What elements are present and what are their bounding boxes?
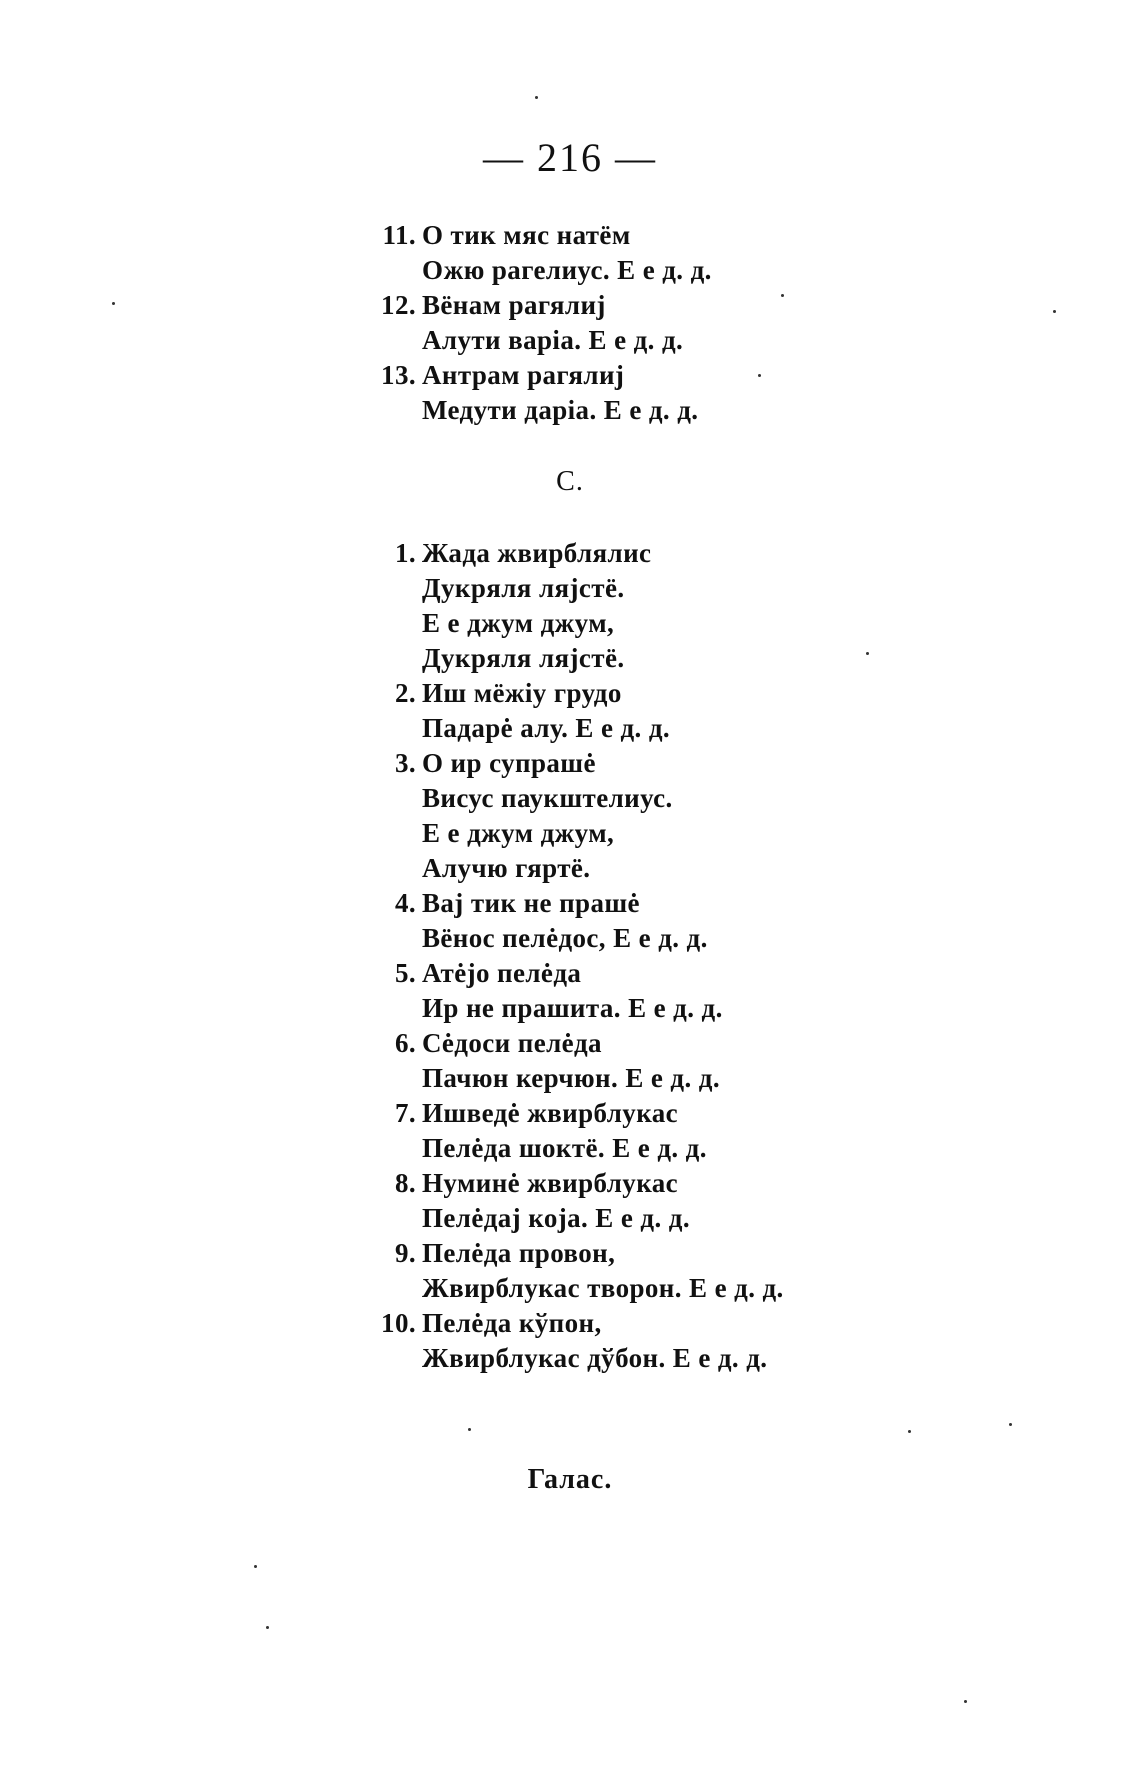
verse-text: Ожю рагелиус. Е е д. д. bbox=[422, 255, 712, 285]
verse-text: Висус паукштелиус. bbox=[422, 783, 673, 813]
verse-text: Сėдоси пелėда bbox=[422, 1028, 602, 1058]
verse-text: Ир не прашита. Е е д. д. bbox=[422, 993, 723, 1023]
verse-line bbox=[360, 991, 784, 1026]
verse-line bbox=[360, 886, 784, 921]
verse-item bbox=[360, 676, 784, 746]
verse-line bbox=[360, 536, 784, 571]
verse-line bbox=[360, 1236, 784, 1271]
verse-line bbox=[360, 1341, 784, 1376]
verse-line bbox=[360, 606, 784, 641]
verse-item bbox=[360, 1166, 784, 1236]
verse-number: 13. bbox=[381, 360, 416, 390]
verse-text: Пелėда кўпон, bbox=[422, 1308, 602, 1338]
verse-text: Пачюн керчюн. Е е д. д. bbox=[422, 1063, 720, 1093]
scan-speck bbox=[908, 1430, 911, 1433]
scan-speck bbox=[1053, 310, 1056, 313]
scan-speck bbox=[866, 652, 869, 655]
verse-text: Атėјо пелėда bbox=[422, 958, 582, 988]
verse-line bbox=[360, 921, 784, 956]
verse-number: 5. bbox=[394, 958, 416, 988]
verse-item bbox=[360, 358, 712, 428]
verse-text: Антрам рагялиј bbox=[422, 360, 625, 390]
verse-line bbox=[360, 746, 784, 781]
scan-speck bbox=[112, 302, 115, 305]
verse-line bbox=[360, 1201, 784, 1236]
verse-text: Падарė алу. Е е д. д. bbox=[422, 713, 671, 743]
verse-text: Пелėдај којa. Е е д. д. bbox=[422, 1203, 690, 1233]
verse-text: Е е джум джум, bbox=[422, 818, 615, 848]
verse-section-b bbox=[360, 218, 712, 428]
verse-line bbox=[360, 956, 784, 991]
verse-line bbox=[360, 851, 784, 886]
verse-line bbox=[360, 323, 712, 358]
verse-text: Жада жвирблялис bbox=[422, 538, 652, 568]
verse-line bbox=[360, 393, 712, 428]
scan-speck bbox=[535, 96, 538, 99]
verse-line bbox=[360, 1061, 784, 1096]
verse-item bbox=[360, 1026, 784, 1096]
verse-item bbox=[360, 1096, 784, 1166]
verse-line bbox=[360, 218, 712, 253]
verse-text: Жвирблукас дўбон. Е е д. д. bbox=[422, 1343, 768, 1373]
verse-text: Вёнам рагялиј bbox=[422, 290, 606, 320]
verse-text: Алучю гяртё. bbox=[422, 853, 591, 883]
scan-speck bbox=[468, 1428, 471, 1431]
verse-item bbox=[360, 288, 712, 358]
verse-line bbox=[360, 1096, 784, 1131]
verse-text: Алути варіа. Е е д. д. bbox=[422, 325, 684, 355]
scan-speck bbox=[254, 1565, 257, 1568]
verse-line bbox=[360, 571, 784, 606]
verse-number: 12. bbox=[381, 290, 416, 320]
verse-number: 8. bbox=[394, 1168, 416, 1198]
verse-number: 1. bbox=[394, 538, 416, 568]
verse-number: 3. bbox=[394, 748, 416, 778]
page-number: — 216 — bbox=[483, 135, 657, 180]
verse-line bbox=[360, 1131, 784, 1166]
verse-line bbox=[360, 288, 712, 323]
verse-item bbox=[360, 956, 784, 1026]
verse-text: Е е джум джум, bbox=[422, 608, 615, 638]
verse-line bbox=[360, 1166, 784, 1201]
verse-text: Пелėда шоктё. Е е д. д. bbox=[422, 1133, 707, 1163]
scan-speck bbox=[758, 374, 761, 377]
verse-line bbox=[360, 781, 784, 816]
verse-item bbox=[360, 1306, 784, 1376]
section-c-heading: С. bbox=[556, 466, 584, 497]
verse-line bbox=[360, 358, 712, 393]
scan-speck bbox=[1009, 1423, 1012, 1426]
verse-line bbox=[360, 1271, 784, 1306]
verse-line bbox=[360, 1026, 784, 1061]
verse-number: 6. bbox=[394, 1028, 416, 1058]
verse-line bbox=[360, 711, 784, 746]
verse-line bbox=[360, 676, 784, 711]
verse-item bbox=[360, 746, 784, 886]
scan-speck bbox=[781, 294, 784, 297]
verse-number: 11. bbox=[382, 220, 416, 250]
verse-text: Жвирблукас творон. Е е д. д. bbox=[422, 1273, 784, 1303]
verse-text: Дукряля ляјстё. bbox=[422, 573, 625, 603]
verse-number: 7. bbox=[394, 1098, 416, 1128]
verse-item bbox=[360, 218, 712, 288]
verse-item bbox=[360, 536, 784, 676]
closing-heading: Галас. bbox=[527, 1464, 613, 1495]
verse-text: Нуминė жвирблукас bbox=[422, 1168, 679, 1198]
verse-text: О ир супрашė bbox=[422, 748, 596, 778]
verse-number: 9. bbox=[394, 1238, 416, 1268]
verse-item bbox=[360, 1236, 784, 1306]
verse-section-c bbox=[360, 536, 784, 1376]
verse-text: О тик мяс натём bbox=[422, 220, 631, 250]
verse-number: 4. bbox=[394, 888, 416, 918]
verse-item bbox=[360, 886, 784, 956]
verse-line bbox=[360, 1306, 784, 1341]
verse-text: Пелėда провон, bbox=[422, 1238, 616, 1268]
verse-line bbox=[360, 253, 712, 288]
verse-text: Вёнос пелėдос, Е е д. д. bbox=[422, 923, 708, 953]
verse-line bbox=[360, 816, 784, 851]
verse-text: Иш мёжіу грудо bbox=[422, 678, 622, 708]
verse-line bbox=[360, 641, 784, 676]
scan-speck bbox=[964, 1700, 967, 1703]
verse-text: Медути даріа. Е е д. д. bbox=[422, 395, 699, 425]
scan-speck bbox=[266, 1626, 269, 1629]
verse-number: 2. bbox=[394, 678, 416, 708]
verse-text: Вај тик не прашė bbox=[422, 888, 640, 918]
verse-text: Ишведė жвирблукас bbox=[422, 1098, 679, 1128]
verse-text: Дукряля ляјстё. bbox=[422, 643, 625, 673]
verse-number: 10. bbox=[381, 1308, 416, 1338]
